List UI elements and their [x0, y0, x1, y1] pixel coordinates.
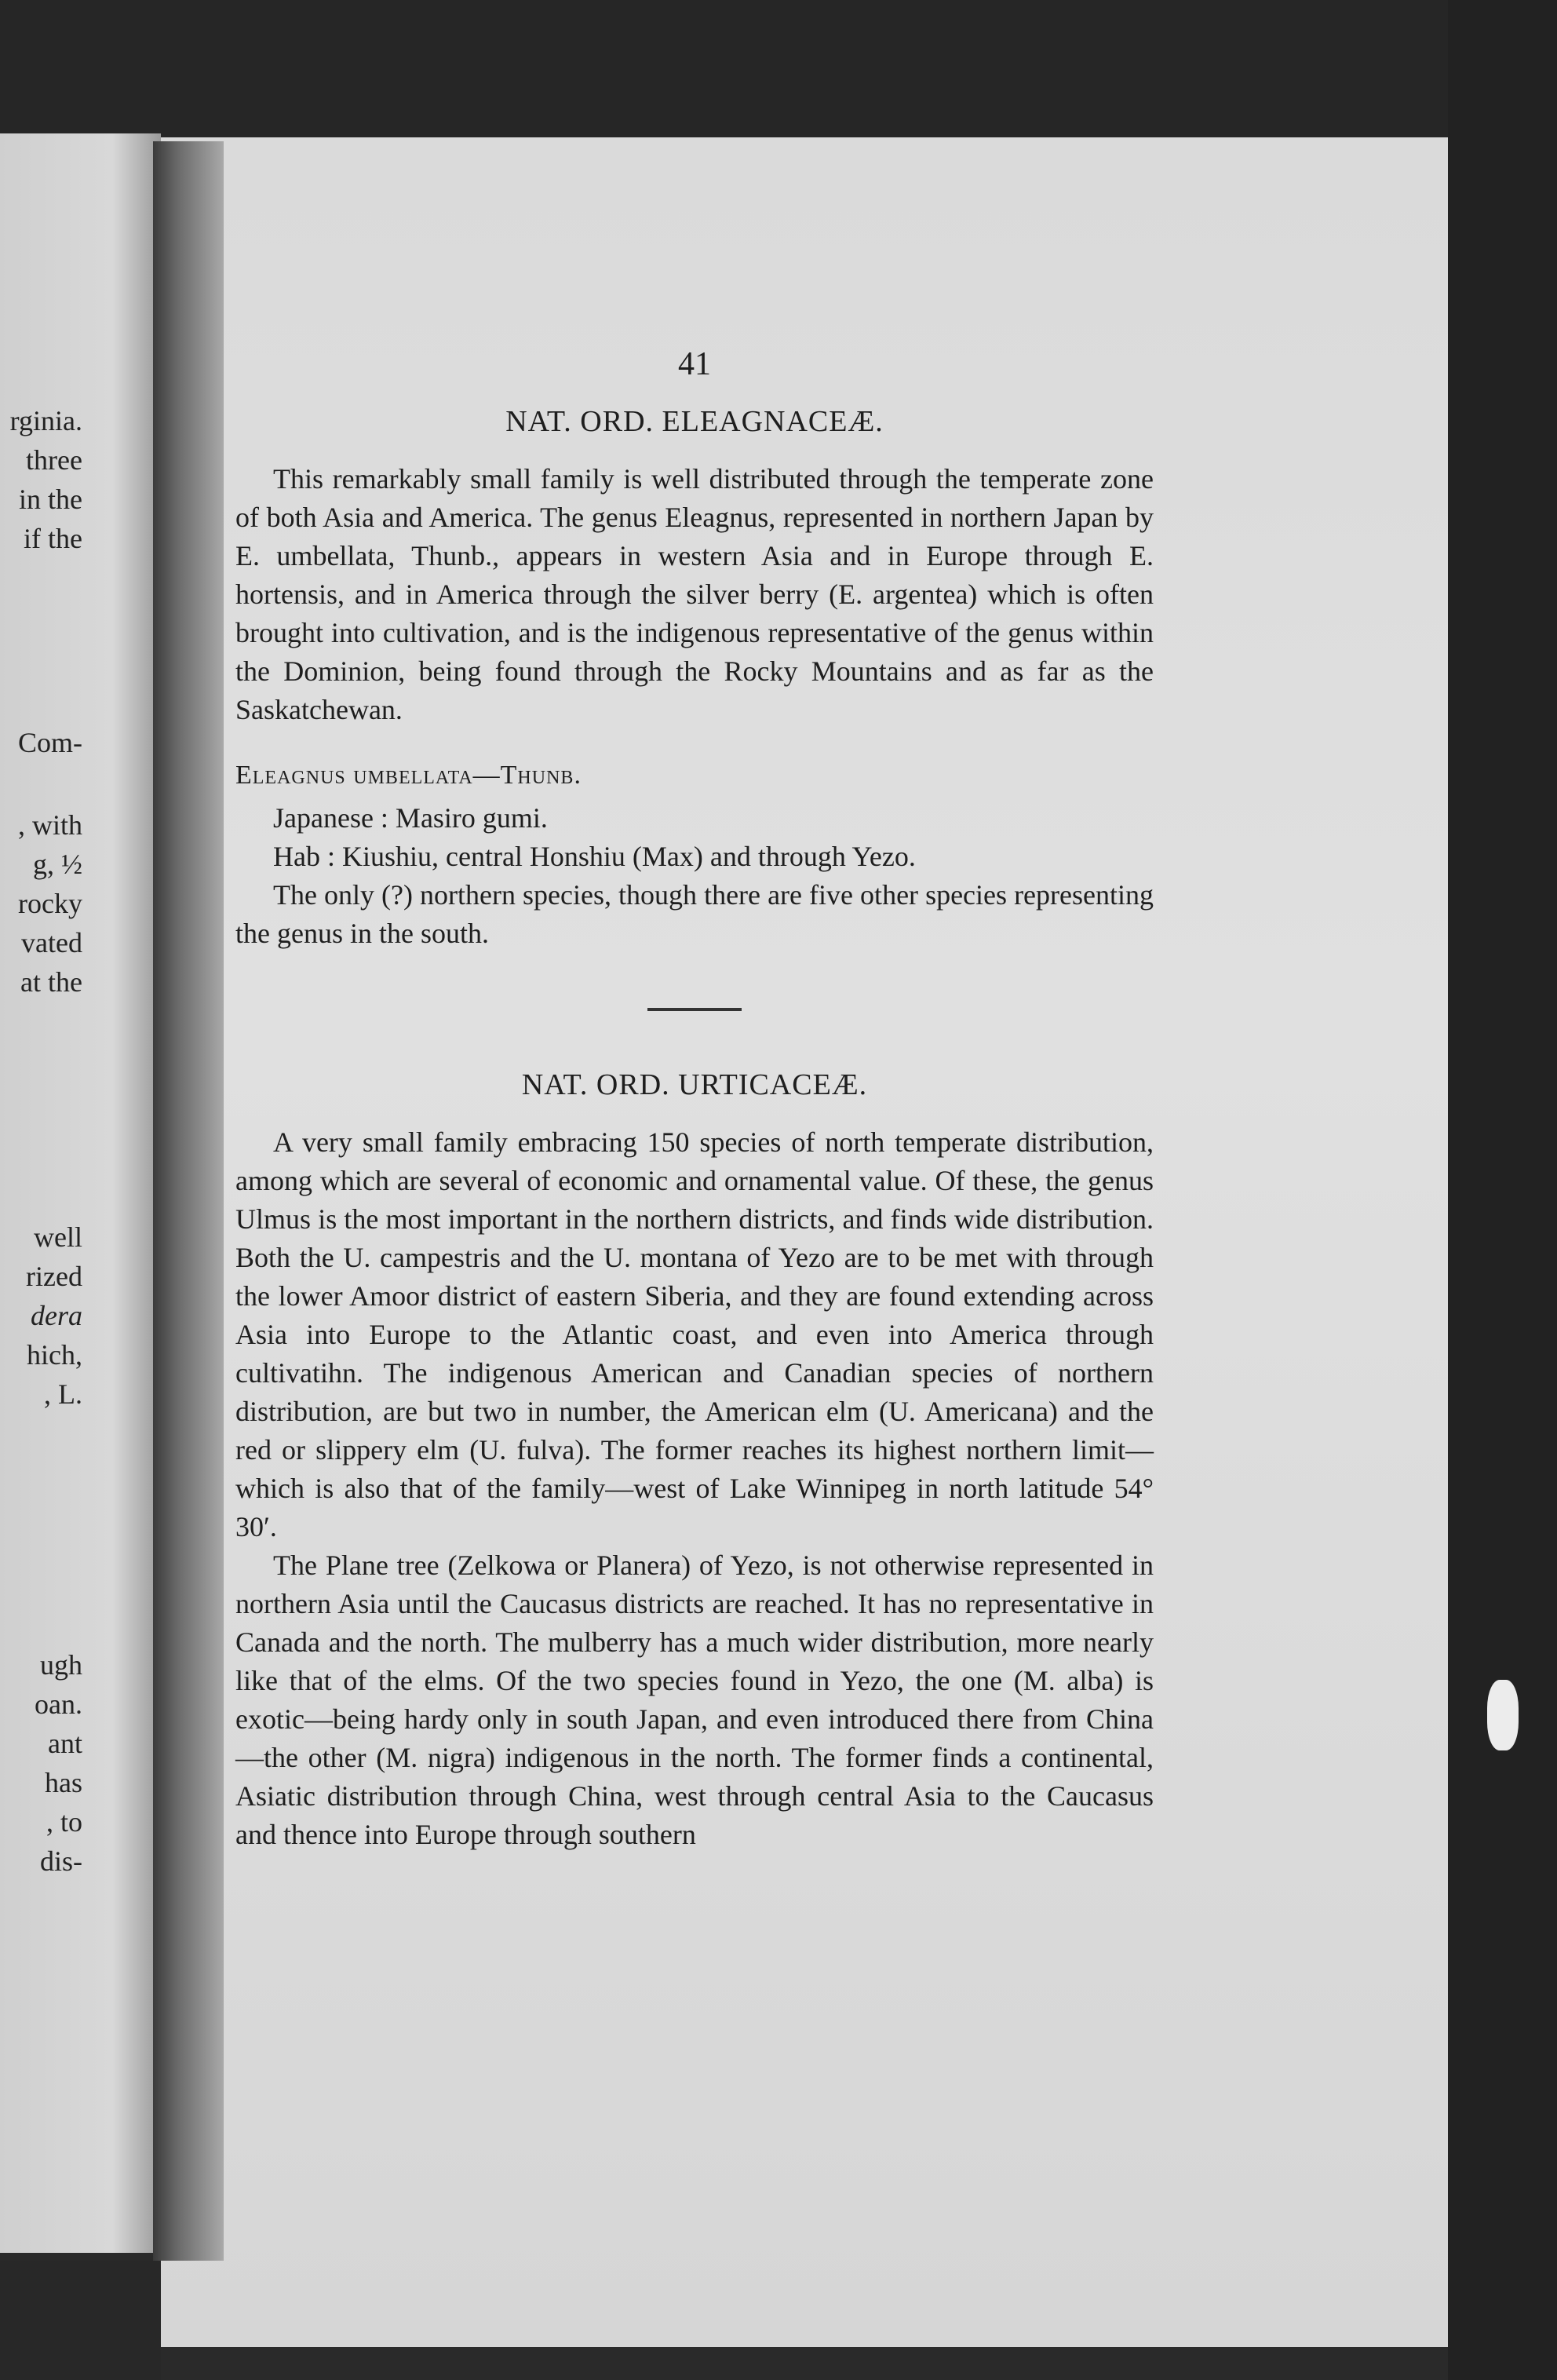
section-title-urticaceae: NAT. ORD. URTICACEÆ.	[521, 1068, 868, 1101]
section-title-eleagnaceae: NAT. ORD. ELEAGNACEÆ.	[505, 405, 884, 438]
left-page-fragment: , with	[17, 809, 82, 841]
left-page-fragment: has	[45, 1767, 82, 1798]
urticaceae-paragraph-1: A very small family embracing 150 species of north temperate distribution, among which are several of economic and ornamental value. Of these, the genus Ulmus is the most important in the northern districts, and finds wide distribution. Both the U. campestris and the U. montana of Yezo are to be met with through the lower Amoor district of eastern Siberia, and they are found extending across Asia into Europe to the Atlantic coast, and even into America through cultivatihn. The indigenous American and Canadian species of northern distribution, are but two in number, the American elm (U. Americana) and the red or slippery elm (U. fulva). The former reaches its highest northern limit—which is also that of the family—west of Lake Winnipeg in north latitude 54° 30′.	[235, 1126, 1154, 1542]
eleagnaceae-paragraph: This remarkably small family is well distributed through the temperate zone of both Asia and America. The genus Eleagnus, represented in northern Japan by E. umbellata, Thunb., appears in western Asia and in Europe through E. hortensis, and in America through the silver berry (E. argentea) which is often brought into cultivation, and is the indigenous representative of the genus within the Dominion, being found through the Rocky Mountains and as far as the Saskatchewan.	[235, 463, 1154, 725]
left-page-fragment: at the	[20, 966, 82, 998]
left-page-fragment: vated	[21, 927, 82, 958]
left-page-fragment: well	[34, 1221, 82, 1253]
species-heading: Eleagnus umbellata—Thunb.	[235, 761, 582, 790]
species-note: The only (?) northern species, though there are five other species representing the genus in the south.	[235, 879, 1154, 949]
left-page-fragment: rginia.	[9, 405, 82, 436]
left-page-fragment: ant	[48, 1728, 82, 1759]
page-text-block	[235, 345, 1154, 1854]
species-japanese-name: Japanese : Masiro gumi.	[273, 802, 548, 834]
left-page-fragment: ugh	[40, 1649, 82, 1681]
section-divider	[647, 1008, 742, 1011]
left-page-fragment: rocky	[18, 888, 82, 919]
left-page-fragment: hich,	[27, 1339, 82, 1371]
scan-background-top	[0, 0, 1557, 157]
scan-background-right	[1448, 0, 1557, 2380]
left-page-fragments	[0, 0, 161, 2380]
species-habitat: Hab : Kiushiu, central Honshiu (Max) and through Yezo.	[273, 841, 916, 872]
paper-speck	[1487, 1680, 1519, 1750]
left-page-fragment: if the	[24, 523, 82, 554]
left-page-fragment: dera	[31, 1300, 82, 1331]
left-page-fragment: , to	[46, 1806, 82, 1838]
left-page-fragment: , L.	[44, 1378, 82, 1410]
page-number: 41	[678, 346, 711, 382]
book-gutter-shadow	[153, 141, 224, 2261]
left-page-fragment: rized	[26, 1261, 82, 1292]
urticaceae-paragraph-2: The Plane tree (Zelkowa or Planera) of Yezo, is not otherwise represented in northern Asia until the Caucasus districts are reached. It has no representative in Canada and the north. The mulberry has a much wider distribution, more nearly like that of the elms. Of the two species found in Yezo, the one (M. alba) is exotic—being hardy only in south Japan, and even introduced there from China—the other (M. nigra) indigenous in the north. The former finds a continental, Asiatic distribution through China, west through central Asia to the Caucasus and thence into Europe through southern	[235, 1550, 1154, 1850]
left-page-fragment: three	[26, 444, 82, 476]
left-page-fragment: Com-	[17, 727, 82, 758]
left-page-fragment: in the	[19, 484, 82, 515]
left-page-fragment: dis-	[40, 1845, 82, 1877]
left-page-fragment: oan.	[35, 1688, 82, 1720]
left-page-fragment: g, ½	[33, 849, 82, 880]
